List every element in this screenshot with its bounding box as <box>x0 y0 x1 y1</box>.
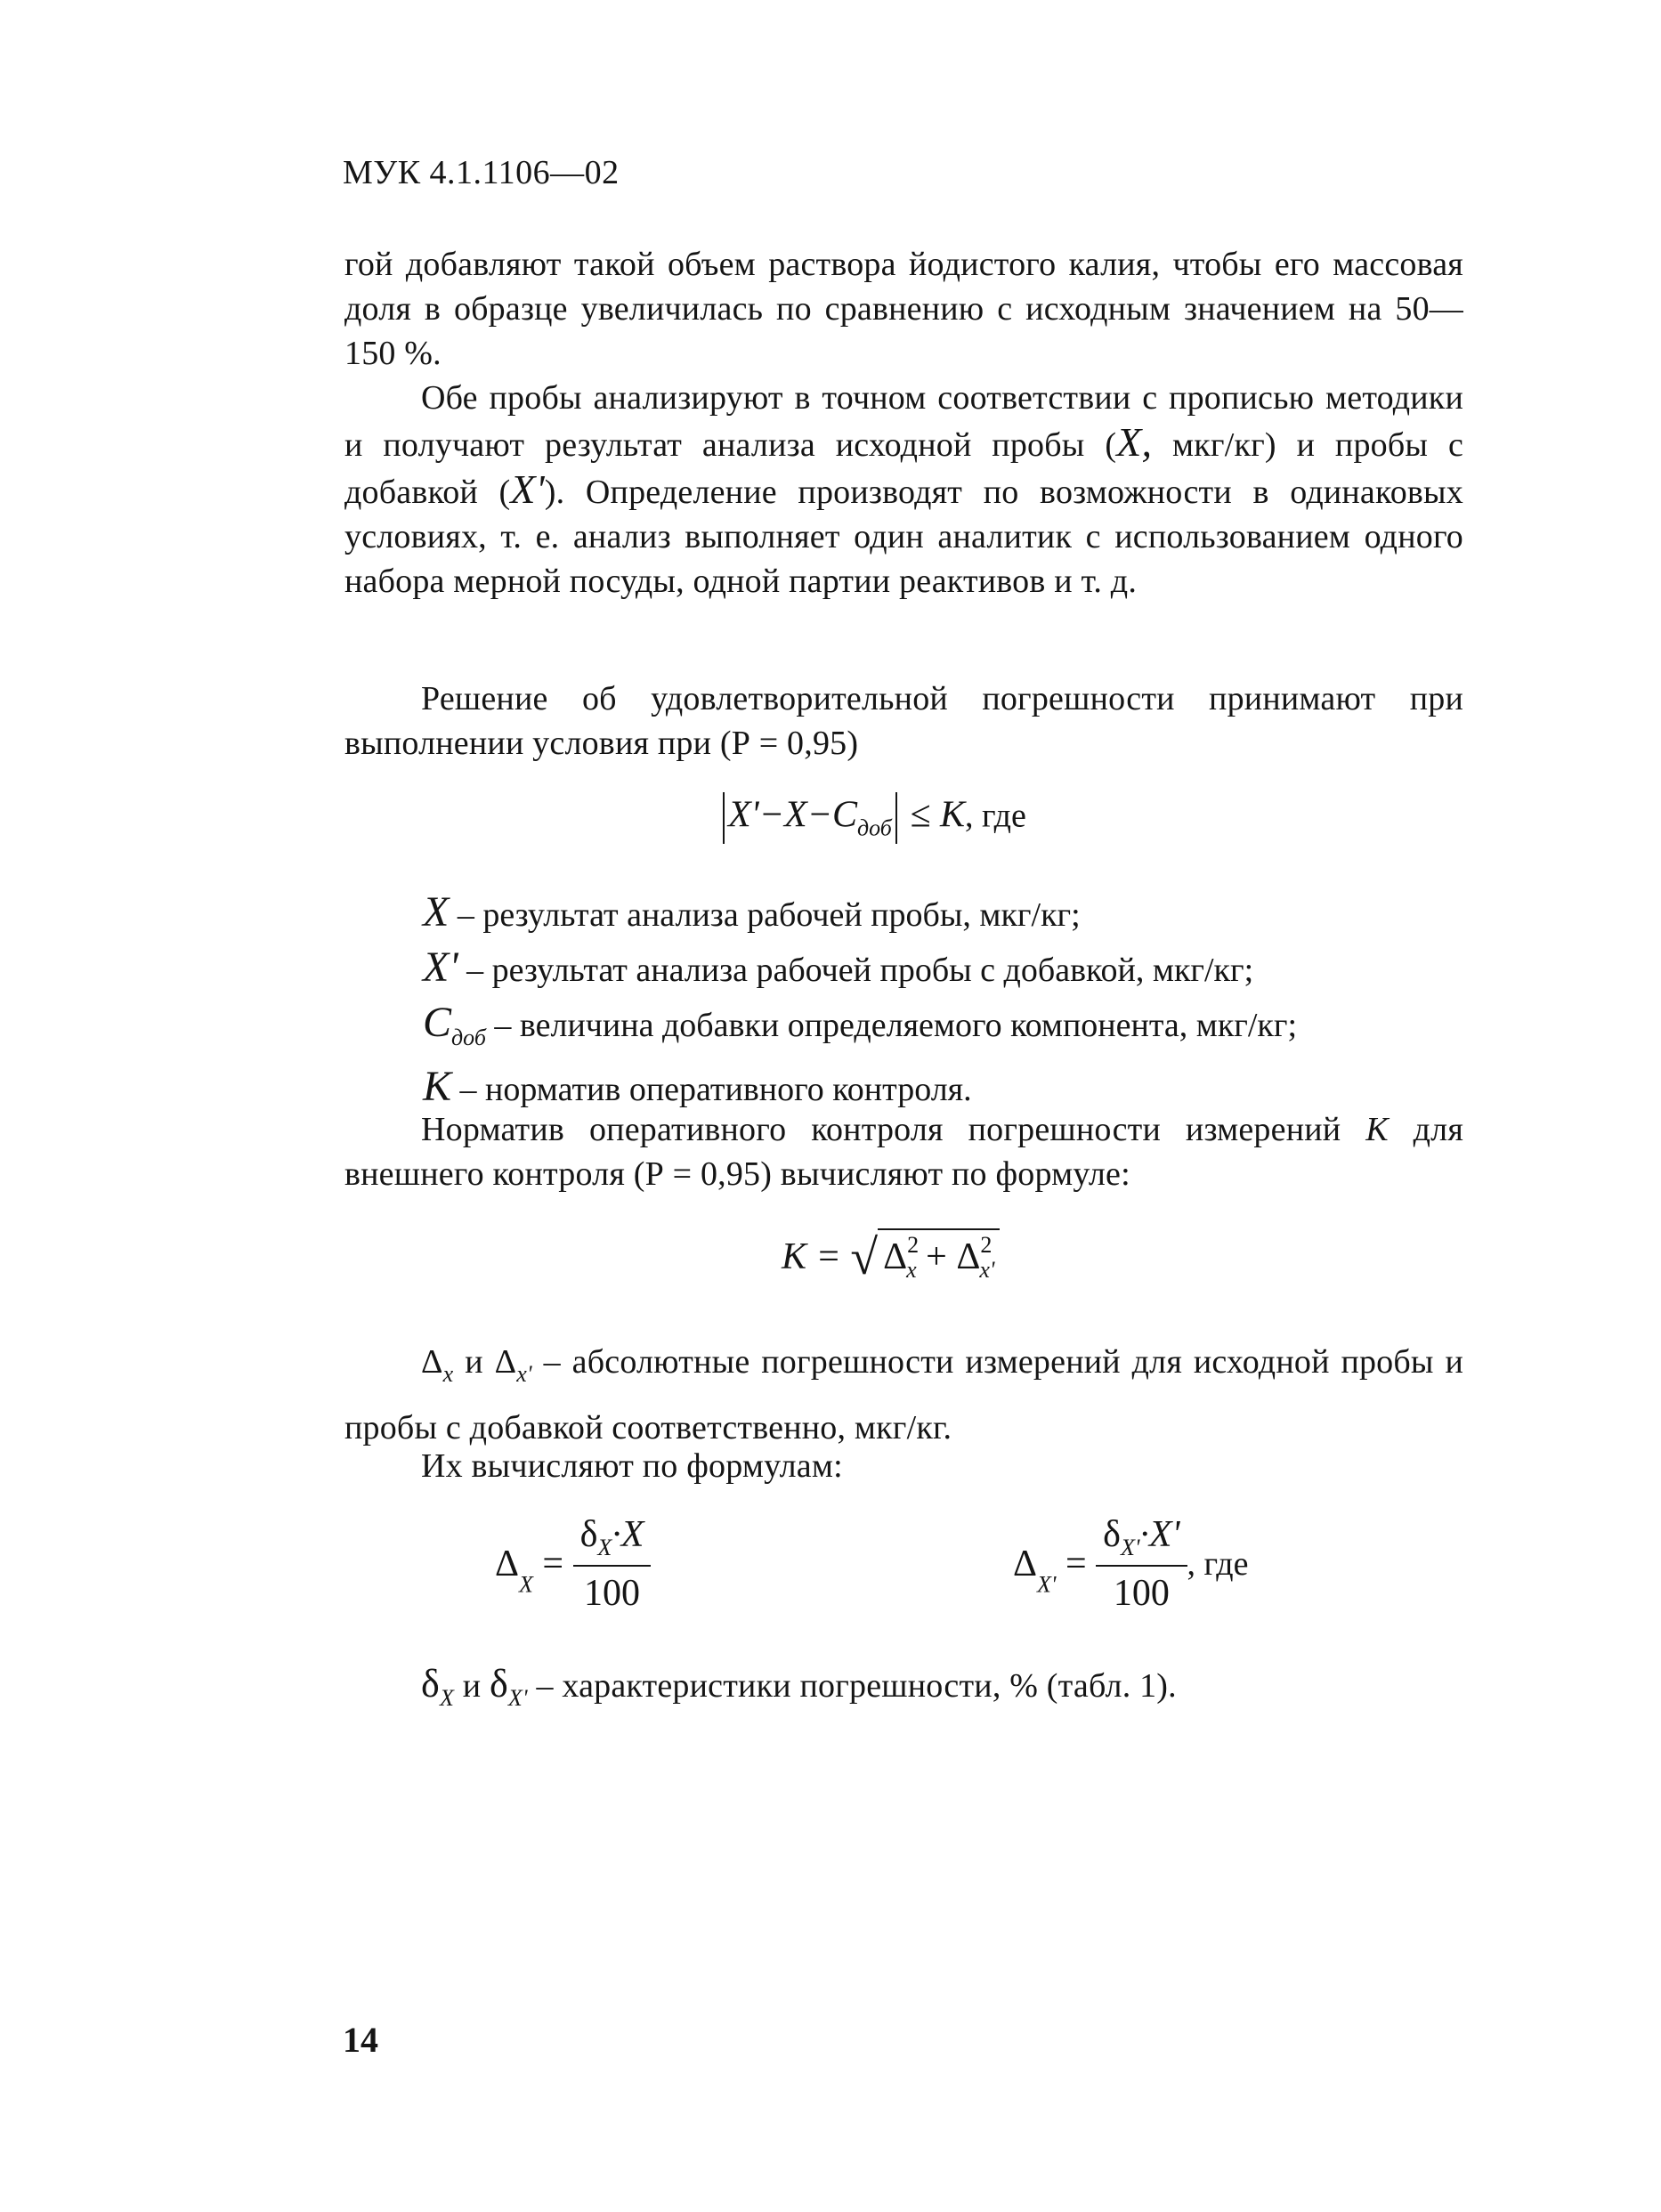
formula-delta-x-prime-denominator: 100 <box>1113 1573 1170 1614</box>
formula-delta-x-prime-lhs-sub: X' <box>1037 1571 1057 1598</box>
definition-symbol: X' <box>423 944 458 991</box>
formula-delta-x-prime-lhs: Δ <box>1013 1544 1038 1584</box>
paragraph-2-part-b: мкг/кг) и пробы с добавкой ( <box>344 426 1464 511</box>
paragraph-3: Решение об удовлетворительной погрешности принимают при выполнении условия при (Р = 0,95) <box>344 680 1463 762</box>
formula-delta-x-prime-fraction <box>1096 1513 1187 1615</box>
formula-delta-x-prime <box>1013 1513 1248 1615</box>
formula-k-plus: + <box>926 1236 947 1277</box>
formula-delta-x-eq: = <box>542 1544 564 1584</box>
definition-x <box>423 888 1081 939</box>
formula-condition-tail: , где <box>964 797 1026 835</box>
page-number: 14 <box>343 2020 378 2060</box>
small-delta-x-prime: δ <box>489 1662 508 1706</box>
small-delta-x-prime-sub: X' <box>507 1685 528 1711</box>
formula-k-delta-b: Δ <box>956 1236 981 1277</box>
paragraph-2-part-c: ). Определение производят по возможности в одинаковых условиях, т. е. анализ выполняет один аналитик с использованием одного набора мерной посуды, одной партии реактивов и т. д. <box>344 474 1463 600</box>
definition-text: – величина добавки определяемого компонента, мкг/кг; <box>494 1007 1298 1044</box>
sqrt-radicand <box>878 1228 1000 1284</box>
definition-text: – норматив оперативного контроля. <box>459 1071 972 1108</box>
formula-delta-x-prime-tail: , где <box>1187 1545 1249 1583</box>
formula-condition-lhs: X'−X−C <box>728 794 857 836</box>
formula-delta-x-prime-num-delta: δ <box>1103 1514 1121 1555</box>
formula-delta-x-lhs-sub: X <box>519 1571 533 1598</box>
delta-x-prime: Δ <box>494 1343 517 1381</box>
formula-delta-x-num-rest: ·X <box>612 1514 644 1555</box>
paragraph-4-part-b: для внешнего контроля (Р = 0,95) вычисляют по формуле: <box>344 1111 1463 1193</box>
definition-text: – результат анализа рабочей пробы с добавкой, мкг/кг; <box>466 952 1254 989</box>
definition-text: – результат анализа рабочей пробы, мкг/кг; <box>457 896 1081 934</box>
formula-k-delta-b-sup: 2 <box>980 1232 993 1258</box>
definition-symbol: K <box>423 1063 452 1110</box>
formula-delta-x-lhs: Δ <box>495 1544 520 1584</box>
document-code-header: МУК 4.1.1106—02 <box>343 154 620 191</box>
paragraph-2-part-a: Обе пробы анализируют в точном соответствии с прописью методики и получают результат анализа исходной пробы ( <box>344 379 1463 464</box>
paragraph-1: гой добавляют такой объем раствора йодистого калия, чтобы его массовая доля в образце увеличилась по сравнению с исходным значением на 50—150 %. <box>344 246 1463 372</box>
formula-delta-x-prime-num-rest: ·X' <box>1139 1514 1180 1555</box>
paragraph-4-part-a: Норматив оперативного контроля погрешности измерений <box>421 1111 1366 1148</box>
small-delta-x: δ <box>421 1662 440 1706</box>
delta-and: и <box>465 1343 483 1381</box>
formula-delta-x-num-delta: δ <box>579 1514 598 1555</box>
delta-x-sub: x <box>442 1361 454 1387</box>
abs-bar-left <box>723 792 725 844</box>
formula-k-delta-a-sup: 2 <box>907 1232 920 1258</box>
formula-delta-x-prime-num-sub: X' <box>1120 1535 1140 1560</box>
paragraph-7 <box>344 1657 1463 1725</box>
formula-delta-x-prime-numerator <box>1096 1513 1187 1567</box>
formula-condition-sub: доб <box>857 814 892 841</box>
formula-k-delta-b-sub: x' <box>979 1257 995 1283</box>
paragraph-5-text: – абсолютные погрешности измерений для исходной пробы и пробы с добавкой соответственно, мкг/кг. <box>344 1343 1464 1446</box>
formula-delta-x <box>495 1513 651 1615</box>
definition-k <box>423 1063 972 1114</box>
symbol-k: К <box>1365 1111 1389 1148</box>
formula-k-delta-a: Δ <box>883 1236 908 1277</box>
formula-k-delta-a-sub: x <box>906 1257 917 1283</box>
formula-k <box>782 1228 1000 1286</box>
formula-condition <box>719 792 1026 844</box>
abs-bar-right <box>895 792 897 844</box>
formula-delta-x-numerator <box>573 1513 652 1567</box>
delta-x: Δ <box>421 1343 443 1381</box>
paragraph-5 <box>344 1335 1463 1454</box>
symbol-x: X, <box>1116 419 1153 465</box>
formula-delta-x-prime-eq: = <box>1065 1544 1087 1584</box>
definition-c-dob <box>423 999 1297 1062</box>
formula-delta-x-denominator: 100 <box>584 1573 641 1614</box>
delta-x-prime-sub: x' <box>516 1361 532 1387</box>
definition-symbol: X <box>423 888 450 936</box>
formula-condition-rel: ≤ K <box>910 794 965 836</box>
definition-symbol-sub: доб <box>451 1025 486 1050</box>
paragraph-7-text: – характеристики погрешности, % (табл. 1). <box>527 1667 1177 1705</box>
paragraph-4 <box>344 1107 1463 1196</box>
definition-x-prime <box>423 944 1253 994</box>
formula-delta-x-fraction <box>573 1513 652 1615</box>
formula-k-lhs: K = <box>782 1236 841 1277</box>
paragraph-6: Их вычисляют по формулам: <box>421 1447 843 1485</box>
definition-symbol: C <box>423 999 452 1046</box>
small-delta-and: и <box>462 1667 482 1705</box>
paragraph-2 <box>344 376 1463 604</box>
formula-delta-x-num-sub: X <box>597 1535 612 1560</box>
symbol-x-prime: X' <box>510 466 545 512</box>
small-delta-x-sub: X <box>439 1685 455 1711</box>
sqrt-icon: √ <box>850 1230 879 1285</box>
